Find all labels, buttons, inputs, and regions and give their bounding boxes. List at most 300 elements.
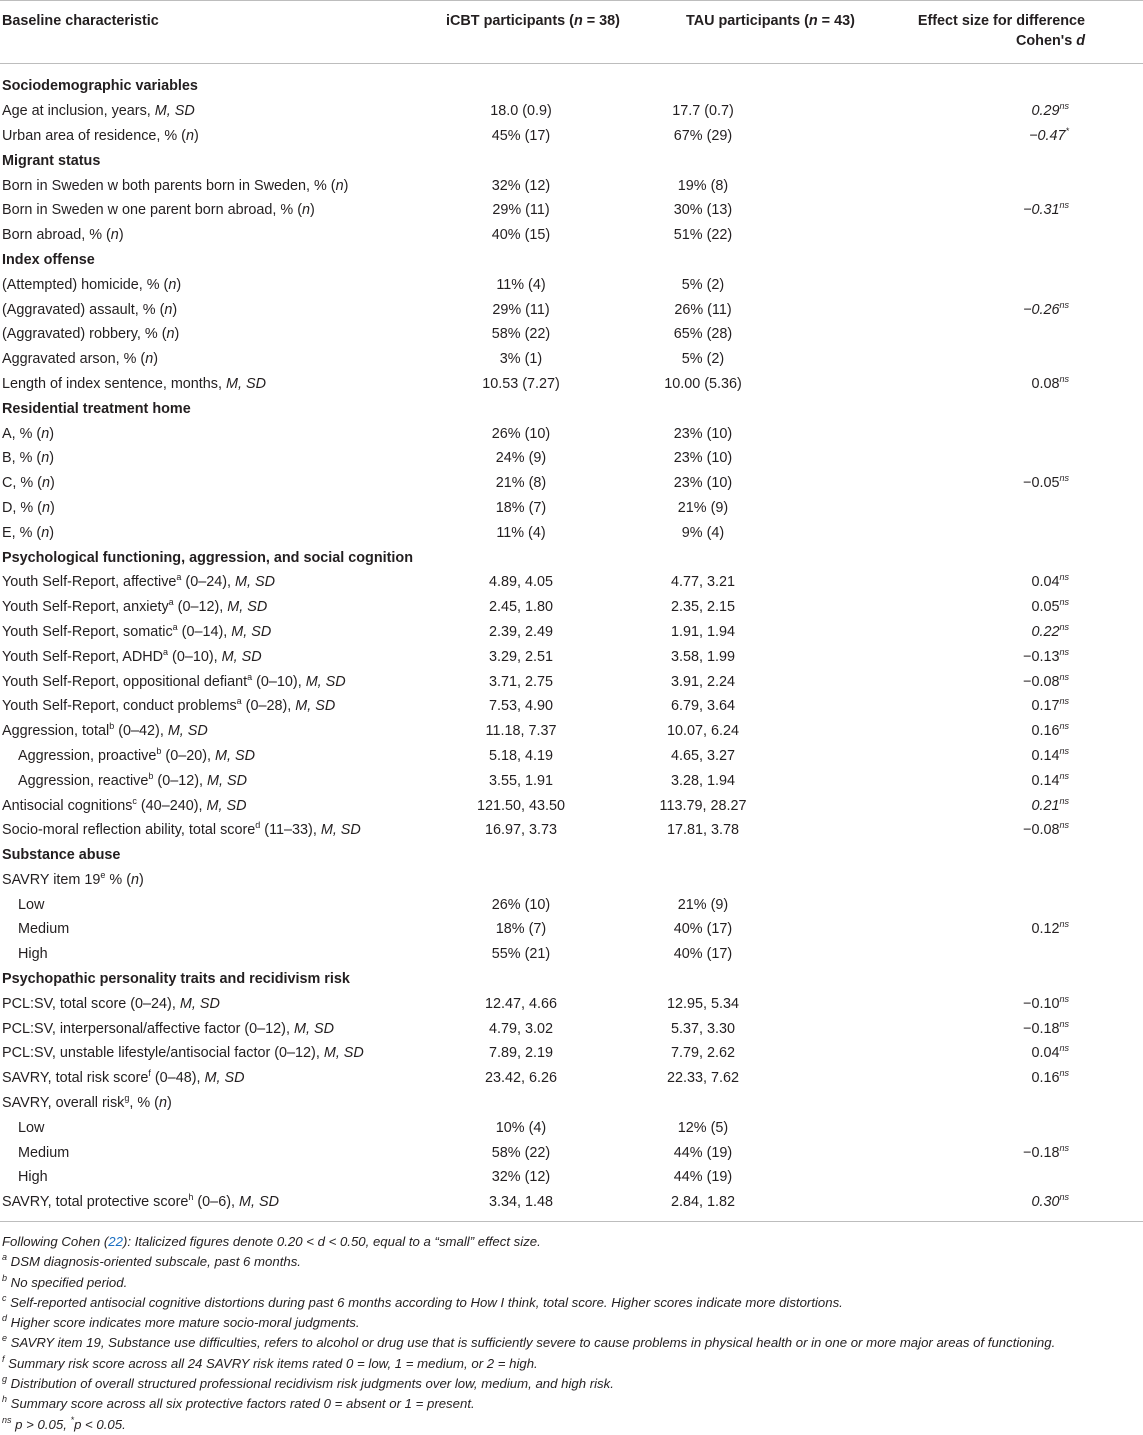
row-label — [0, 99, 383, 124]
header-effect-size — [868, 1, 1143, 64]
effect-size-text: 0.30 — [1031, 1194, 1060, 1211]
row-label-text: Born in Sweden w one parent born abroad, % ( — [2, 202, 302, 219]
effect-size-value — [868, 793, 1143, 818]
icbt-value — [383, 421, 623, 446]
icbt-value-text: 18.0 (0.9) — [490, 103, 552, 120]
icbt-value — [383, 793, 623, 818]
tau-value — [623, 620, 868, 645]
row-label — [0, 322, 383, 347]
tau-value-text: 23% (10) — [673, 475, 733, 492]
row-label — [0, 595, 383, 620]
row-label-text: ) — [153, 351, 158, 368]
effect-size-value — [868, 892, 1143, 917]
icbt-value-text: 32% (12) — [491, 1169, 551, 1186]
significance-marker: ns — [1059, 473, 1069, 484]
table-row — [0, 744, 1143, 769]
icbt-value — [383, 1066, 623, 1091]
table-body — [0, 64, 1143, 1222]
table-row — [0, 99, 1143, 124]
row-label-stat: n — [185, 127, 194, 144]
row-label-stat: M, SD — [167, 723, 208, 740]
row-label-text: Psychological functioning, aggression, and social cognition — [2, 549, 413, 566]
icbt-value-text: 24% (9) — [495, 450, 547, 467]
icbt-value-text: 40% (15) — [491, 227, 551, 244]
significance-marker: ns — [1059, 671, 1069, 682]
row-label — [0, 669, 383, 694]
tau-value-text: 51% (22) — [673, 227, 733, 244]
icbt-value — [383, 198, 623, 223]
row-label-text: SAVRY, overall risk — [2, 1095, 125, 1112]
tau-value — [623, 496, 868, 521]
significance-marker: ns — [1059, 820, 1069, 831]
footnote-marker: a — [168, 597, 174, 608]
footnote-text: No specified period. — [7, 1274, 128, 1290]
effect-size-value — [868, 272, 1143, 297]
row-label-text: ) — [176, 276, 182, 293]
row-label-text: (0–6), — [193, 1194, 239, 1211]
significance-marker: ns — [1059, 1018, 1069, 1029]
tau-value — [623, 719, 868, 744]
row-label-stat: M, SD — [206, 797, 247, 814]
footnote-mark: g — [2, 1374, 8, 1385]
row-label — [0, 967, 383, 992]
header-tau — [623, 1, 868, 64]
icbt-value-text: 18% (7) — [495, 499, 547, 516]
tau-value — [623, 991, 868, 1016]
tau-value — [623, 64, 868, 99]
row-label — [0, 570, 383, 595]
row-label-text: Medium — [18, 1144, 70, 1161]
effect-size-value — [868, 1041, 1143, 1066]
row-label-text: ) — [310, 202, 315, 219]
table-row — [0, 942, 1143, 967]
row-label-stat: n — [41, 425, 50, 442]
row-label — [0, 768, 383, 793]
significance-marker: ns — [1059, 101, 1069, 112]
effect-size-text: 0.14 — [1031, 747, 1060, 764]
footnote-mark: d — [2, 1313, 8, 1324]
tau-value-text: 17.81, 3.78 — [666, 822, 740, 839]
tau-value — [623, 272, 868, 297]
footnote-text: Following Cohen ( — [2, 1234, 109, 1249]
icbt-value — [383, 124, 623, 149]
table-row — [0, 595, 1143, 620]
effect-size-value — [868, 1190, 1143, 1221]
row-label-stat: M, SD — [231, 623, 272, 640]
row-label — [0, 1041, 383, 1066]
effect-size-text: 0.04 — [1031, 1045, 1060, 1062]
row-label — [0, 868, 383, 893]
table-row — [0, 347, 1143, 372]
tau-value — [623, 644, 868, 669]
row-label-text: ) — [49, 450, 54, 467]
row-label — [0, 1190, 383, 1221]
tau-value-text: 10.00 (5.36) — [664, 375, 742, 392]
row-label — [0, 471, 383, 496]
tau-value-text: 12% (5) — [677, 1119, 729, 1136]
header-effect-size-line2 — [868, 31, 1085, 51]
row-label — [0, 1115, 383, 1140]
effect-size-text: 0.16 — [1031, 1070, 1060, 1087]
icbt-value — [383, 1016, 623, 1041]
footnote-mark: c — [2, 1292, 7, 1303]
icbt-value-text: 11.18, 7.37 — [485, 723, 557, 740]
effect-size-text: 0.17 — [1031, 698, 1060, 715]
row-label-stat: n — [41, 450, 50, 467]
tau-value — [623, 892, 868, 917]
row-label-text: Psychopathic personality traits and recidivism risk — [2, 971, 350, 988]
row-label-text: Length of index sentence, months, — [2, 375, 227, 392]
section-row — [0, 148, 1143, 173]
effect-size-text: 0.16 — [1031, 723, 1060, 740]
row-label-text: Migrant status — [2, 152, 101, 169]
icbt-value-text: 45% (17) — [491, 127, 551, 144]
row-label-text: Youth Self-Report, affective — [2, 574, 177, 591]
row-label — [0, 347, 383, 372]
icbt-value — [383, 892, 623, 917]
effect-size-text: 0.21 — [1031, 797, 1060, 814]
row-label-text: Aggravated arson, % ( — [2, 351, 146, 368]
row-label-text: Youth Self-Report, anxiety — [2, 599, 169, 616]
row-label — [0, 372, 383, 397]
table-row — [0, 471, 1143, 496]
footnote-marker: a — [172, 621, 178, 632]
header-text-d: d — [1076, 33, 1085, 49]
icbt-value — [383, 471, 623, 496]
header-baseline-characteristic: Baseline characteristic — [0, 1, 383, 64]
footnote-item — [2, 1374, 1137, 1394]
icbt-value-text: 3.29, 2.51 — [488, 648, 553, 665]
effect-size-value — [868, 347, 1143, 372]
effect-size-text: −0.26 — [1023, 301, 1060, 318]
tau-value-text: 21% (9) — [677, 896, 729, 913]
effect-size-text: 0.12 — [1031, 921, 1060, 938]
icbt-value — [383, 347, 623, 372]
table-row — [0, 1041, 1143, 1066]
effect-size-value — [868, 421, 1143, 446]
row-label-stat: n — [145, 351, 154, 368]
table-row — [0, 446, 1143, 471]
icbt-value-text: 2.45, 1.80 — [488, 599, 553, 616]
icbt-value — [383, 967, 623, 992]
icbt-value — [383, 496, 623, 521]
tau-value-text: 65% (28) — [673, 326, 733, 343]
row-label-text: Youth Self-Report, ADHD — [2, 648, 164, 665]
table-row — [0, 1140, 1143, 1165]
icbt-value-text: 26% (10) — [491, 896, 551, 913]
significance-marker: ns — [1059, 597, 1069, 608]
icbt-value — [383, 719, 623, 744]
icbt-value — [383, 396, 623, 421]
tau-value — [623, 124, 868, 149]
table-row — [0, 520, 1143, 545]
icbt-value — [383, 173, 623, 198]
effect-size-value — [868, 694, 1143, 719]
tau-value — [623, 1115, 868, 1140]
icbt-value — [383, 942, 623, 967]
icbt-value — [383, 620, 623, 645]
header-tau-text — [686, 13, 855, 29]
effect-size-value — [868, 620, 1143, 645]
footnote-item — [2, 1273, 1137, 1293]
row-label-text: ) — [50, 499, 55, 516]
effect-size-value — [868, 1016, 1143, 1041]
row-label-text: Sociodemographic variables — [2, 78, 198, 95]
tau-value — [623, 793, 868, 818]
row-label-text: (0–20), — [161, 747, 215, 764]
tau-value — [623, 917, 868, 942]
effect-size-value — [868, 967, 1143, 992]
tau-value-text: 40% (17) — [673, 946, 733, 963]
tau-value-text: 30% (13) — [673, 202, 733, 219]
row-label-text: PCL:SV, interpersonal/affective factor (0–12), — [2, 1020, 294, 1037]
icbt-value — [383, 1091, 623, 1116]
footnote-mark: b — [2, 1272, 8, 1283]
table-row — [0, 694, 1143, 719]
effect-size-text: 0.14 — [1031, 772, 1060, 789]
icbt-value — [383, 644, 623, 669]
row-label — [0, 198, 383, 223]
significance-marker: * — [1065, 125, 1069, 136]
icbt-value — [383, 446, 623, 471]
row-label-stat: M, SD — [154, 103, 195, 120]
effect-size-value — [868, 818, 1143, 843]
row-label-text: (0–12), — [153, 772, 207, 789]
table-footnotes — [2, 1232, 1137, 1435]
row-label — [0, 520, 383, 545]
icbt-value-text: 4.89, 4.05 — [488, 574, 553, 591]
row-label-stat: n — [335, 177, 344, 194]
row-label-text: (0–24), — [181, 574, 236, 591]
footnote-mark: * — [70, 1414, 75, 1425]
icbt-value-text: 26% (10) — [491, 425, 551, 442]
significance-marker: ns — [1059, 1068, 1069, 1079]
row-label-text: Aggression, total — [2, 723, 110, 740]
tau-value-text: 40% (17) — [673, 921, 733, 938]
header-text-part: = 38) — [582, 13, 620, 29]
effect-size-value — [868, 545, 1143, 570]
tau-value-text: 113.79, 28.27 — [659, 797, 747, 814]
row-label-text: Youth Self-Report, conduct problems — [2, 698, 237, 715]
row-label-stat: n — [41, 524, 50, 541]
icbt-value — [383, 520, 623, 545]
effect-size-value — [868, 669, 1143, 694]
effect-size-value — [868, 372, 1143, 397]
row-label — [0, 843, 383, 868]
row-label-text: (0–14), — [177, 623, 232, 640]
icbt-value-text: 16.97, 3.73 — [484, 822, 558, 839]
table-row — [0, 719, 1143, 744]
icbt-value — [383, 1165, 623, 1190]
effect-size-text: −0.47 — [1029, 127, 1066, 144]
footnote-text: DSM diagnosis-oriented subscale, past 6 months. — [7, 1254, 301, 1270]
effect-size-text: −0.13 — [1023, 648, 1060, 665]
effect-size-value — [868, 1115, 1143, 1140]
tau-value-text: 19% (8) — [677, 177, 729, 194]
footnote-marker: h — [188, 1192, 194, 1203]
effect-size-value — [868, 223, 1143, 248]
tau-value-text: 22.33, 7.62 — [666, 1070, 740, 1087]
icbt-value-text: 3% (1) — [499, 351, 543, 368]
tau-value — [623, 421, 868, 446]
tau-value — [623, 99, 868, 124]
footnote-item — [2, 1354, 1137, 1374]
table-row — [0, 644, 1143, 669]
tau-value-text: 3.91, 2.24 — [670, 673, 735, 690]
icbt-value — [383, 595, 623, 620]
effect-size-text: 0.05 — [1031, 599, 1060, 616]
table-row — [0, 1115, 1143, 1140]
tau-value — [623, 1041, 868, 1066]
row-label-text: Youth Self-Report, oppositional defiant — [2, 673, 248, 690]
footnote-marker: a — [236, 696, 242, 707]
table-row — [0, 1091, 1143, 1116]
effect-size-value — [868, 124, 1143, 149]
tau-value — [623, 942, 868, 967]
icbt-value-text: 7.89, 2.19 — [488, 1045, 553, 1062]
row-label — [0, 917, 383, 942]
footnote-marker: f — [148, 1068, 151, 1079]
footnote-intro — [2, 1232, 1137, 1252]
row-label-text: Born abroad, % ( — [2, 227, 111, 244]
footnote-marker: b — [156, 745, 162, 756]
row-label-stat: n — [164, 301, 173, 318]
table-row — [0, 793, 1143, 818]
tau-value — [623, 446, 868, 471]
effect-size-value — [868, 446, 1143, 471]
effect-size-text: −0.08 — [1023, 673, 1060, 690]
header-text-n: n — [573, 13, 583, 29]
row-label — [0, 644, 383, 669]
row-label-text: Urban area of residence, % ( — [2, 127, 186, 144]
row-label — [0, 1140, 383, 1165]
row-label-text: Index offense — [2, 251, 95, 268]
row-label-text: ) — [174, 326, 180, 343]
effect-size-value — [868, 1091, 1143, 1116]
icbt-value-text: 12.47, 4.66 — [484, 995, 558, 1012]
table-row — [0, 372, 1143, 397]
row-label-text: Low — [18, 1119, 45, 1136]
footnote-marker: b — [109, 721, 115, 732]
header-text-n: n — [808, 13, 818, 29]
row-label — [0, 1165, 383, 1190]
row-label-stat: M, SD — [226, 375, 266, 392]
effect-size-value — [868, 991, 1143, 1016]
row-label-text: (Attempted) homicide, % ( — [2, 276, 169, 293]
footnote-text: Self-reported antisocial cognitive distortions during past 6 months according to How I think, total score. Higher scores indicate more distortions. — [6, 1294, 843, 1310]
section-row — [0, 248, 1143, 273]
table-row — [0, 223, 1143, 248]
row-label-stat: n — [158, 1095, 167, 1112]
icbt-value-text: 4.79, 3.02 — [488, 1020, 553, 1037]
significance-marker: ns — [1059, 1142, 1069, 1153]
tau-value-text: 3.28, 1.94 — [670, 772, 735, 789]
table-row — [0, 496, 1143, 521]
tau-value-text: 2.35, 2.15 — [670, 599, 735, 616]
icbt-value-text: 10.53 (7.27) — [482, 375, 560, 392]
row-label — [0, 272, 383, 297]
significance-marker: ns — [1059, 919, 1069, 930]
icbt-value — [383, 545, 623, 570]
effect-size-value — [868, 248, 1143, 273]
table-row — [0, 124, 1143, 149]
significance-marker: ns — [1059, 200, 1069, 211]
row-label-stat: M, SD — [293, 1020, 334, 1037]
icbt-value — [383, 991, 623, 1016]
tau-value — [623, 545, 868, 570]
footnote-item — [2, 1394, 1137, 1414]
tau-value — [623, 1190, 868, 1221]
row-label-text: ) — [172, 301, 178, 318]
tau-value — [623, 669, 868, 694]
tau-value — [623, 471, 868, 496]
tau-value — [623, 818, 868, 843]
row-label-stat: n — [302, 202, 311, 219]
header-text-part: TAU participants ( — [686, 13, 809, 29]
footnote-text: p > 0.05, — [11, 1416, 71, 1432]
effect-size-text: −0.05 — [1023, 475, 1060, 492]
row-label-stat: n — [110, 227, 119, 244]
row-label-text: Born in Sweden w both parents born in Sweden, % ( — [2, 177, 336, 194]
tau-value-text: 4.77, 3.21 — [670, 574, 735, 591]
effect-size-value — [868, 297, 1143, 322]
row-label — [0, 496, 383, 521]
footnote-marker: e — [100, 869, 106, 880]
tau-value-text: 21% (9) — [677, 499, 729, 516]
row-label-text: A, % ( — [2, 425, 42, 442]
effect-size-value — [868, 396, 1143, 421]
icbt-value-text: 58% (22) — [491, 1144, 551, 1161]
row-label-text: PCL:SV, unstable lifestyle/antisocial factor (0–12), — [2, 1045, 324, 1062]
table-row — [0, 669, 1143, 694]
table-row — [0, 322, 1143, 347]
row-label-text: Medium — [18, 921, 70, 938]
footnote-marker: a — [163, 646, 169, 657]
tau-value — [623, 322, 868, 347]
tau-value — [623, 1165, 868, 1190]
effect-size-value — [868, 1140, 1143, 1165]
effect-size-value — [868, 173, 1143, 198]
effect-size-text: −0.18 — [1023, 1020, 1060, 1037]
effect-size-value — [868, 744, 1143, 769]
row-label-stat: n — [166, 326, 175, 343]
tau-value — [623, 744, 868, 769]
table-row — [0, 173, 1143, 198]
effect-size-value — [868, 768, 1143, 793]
effect-size-text: 0.08 — [1031, 375, 1060, 392]
icbt-value-text: 3.71, 2.75 — [488, 673, 553, 690]
icbt-value — [383, 322, 623, 347]
significance-marker: ns — [1059, 721, 1069, 732]
row-label-text: (40–240), — [136, 797, 207, 814]
table-row — [0, 1016, 1143, 1041]
icbt-value-text: 21% (8) — [495, 475, 547, 492]
table-row — [0, 198, 1143, 223]
row-label-stat: M, SD — [204, 1070, 245, 1087]
tau-value — [623, 297, 868, 322]
row-label — [0, 744, 383, 769]
tau-value-text: 7.79, 2.62 — [670, 1045, 735, 1062]
row-label — [0, 1066, 383, 1091]
significance-marker: ns — [1059, 572, 1069, 583]
row-label-text: (Aggravated) assault, % ( — [2, 301, 165, 318]
tau-value-text: 44% (19) — [673, 1144, 733, 1161]
footnote-item — [2, 1293, 1137, 1313]
header-text-part: = 43) — [817, 13, 855, 29]
effect-size-text: 0.29 — [1031, 103, 1060, 120]
icbt-value — [383, 372, 623, 397]
footnote-item — [2, 1252, 1137, 1272]
